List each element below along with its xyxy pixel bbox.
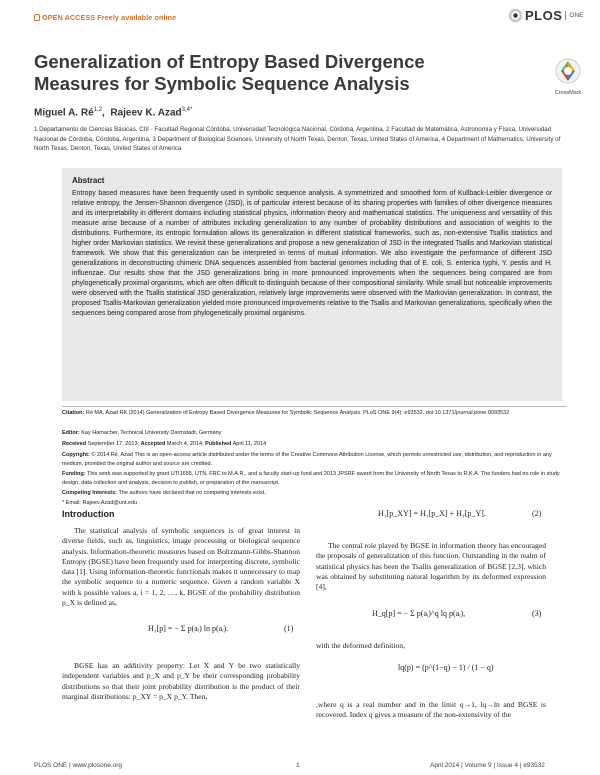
- equation-2: [378, 509, 486, 518]
- crossmark-label: CrossMark: [554, 90, 582, 96]
- crossmark-badge[interactable]: [548, 58, 588, 96]
- author-affil-sup: 1,2: [93, 107, 102, 113]
- equation-1: [148, 624, 228, 633]
- dates-line: Received September 17, 2013; Accepted March 4, 2014; Published April 11, 2014: [62, 441, 267, 447]
- equation-2-text: H₁[p_XY] = H₁[p_X] + H₁[p_Y].: [378, 509, 486, 518]
- open-access-banner: [34, 13, 176, 22]
- footer-issue-info: April 2014 | Volume 9 | Issue 4 | e93532: [430, 762, 545, 769]
- author-email[interactable]: * Email: Rajeev.Azad@unt.edu: [62, 500, 138, 506]
- footer-journal-site[interactable]: PLOS ONE | www.plosone.org: [34, 762, 123, 769]
- equation-3: [372, 609, 465, 618]
- intro-paragraph-2: BGSE has an additivity property: Let X and Y be two statistically independent variables and p_X and p_Y be their corresponding probability distributions so that their joint probability distribution is the product of their marginal distributions: p_XY = p_X p_Y. Then,: [62, 661, 300, 701]
- open-access-text: OPEN ACCESS Freely available online: [42, 13, 177, 22]
- journal-logo[interactable]: [508, 8, 584, 23]
- funding-line: Funding: This work was supported by grant UTI1655, UTN, FRC to M.A.R., and a faculty start-up fund and 2013 JPSRF award from the University of North Texas to R.K.A. The funders had no role in study design, data collection and analysis, decision to publish, or preparation of the manuscript.: [62, 471, 560, 486]
- equation-4: [398, 663, 494, 672]
- affiliations: 1 Departamento de Ciencias Básicas, CIII - Facultad Regional Córdoba, Universidad Tecnológica Nacional, Córdoba, Argentina, 2 Facultad de Matemática, Astronomía y Física, Universidad Nacional de Córdoba, Córdoba, Argentina, 3 Department of Biological Sciences, University of North Texas, Denton, Texas, United States of America, 4 Department of Mathematics, University of North Texas, Denton, Texas, United States of America: [34, 126, 561, 153]
- abstract-heading: Abstract: [72, 176, 105, 185]
- funding-text: This work was supported by grant UTI1655, UTN, FRC to M.A.R., and a faculty start-up fund and 2013 JPSRF award from the University of North Texas to R.K.A. The funders had no role in study design, data collection and analysis, decision to publish, or preparation of the manuscript.: [62, 471, 560, 486]
- email-line[interactable]: [62, 499, 567, 508]
- competing-interests-line: Competing Interests: The authors have declared that no competing interests exist.: [62, 490, 266, 496]
- lock-icon: [34, 14, 40, 21]
- editor-line: Editor: Kay Hamacher, Technical University Darmstadt, Germany: [62, 430, 222, 436]
- intro-paragraph-1: The statistical analysis of symbolic sequences is of great interest in diverse fields, such as, linguistics, image processing or biological sequence analysis. Information-theoretic measures based on Boltzmann-Gibbs-Shannon Entropy (BGSE) have been frequently used for interpreting discrete, symbolic data [1]. Using information-theoretic functionals makes it unnecessary to map the symbolic sequence to a numeric sequence. Given a random variable X with k possible values a, i = 1, 2, …, k, BGSE of the probability distribution p_X is defined as,: [62, 526, 300, 608]
- equation-3-number: (3): [532, 609, 542, 618]
- crossmark-icon: [555, 58, 581, 84]
- copyright-text: © 2014 Ré, Azad This is an open-access article distributed under the terms of the Creative Commons Attribution License, which permits unrestricted use, distribution, and reproduction in any medium, provided the original author and source are credited.: [62, 452, 552, 467]
- equation-2-number: (2): [532, 509, 542, 518]
- author-affil-sup: 3,4*: [181, 107, 193, 113]
- citation-text: Ré MA, Azad RK (2014) Generalization of Entropy Based Divergence Measures for Symbolic Sequence Analysis. PLoS ONE 9(4): e93532. doi:10.1371/journal.pone.0093532: [85, 410, 510, 416]
- author-name: Rajeev K. Azad: [110, 107, 182, 119]
- journal-sub: ONE: [565, 11, 583, 20]
- editor-text: Kay Hamacher, Technical University Darmstadt, Germany: [81, 430, 222, 436]
- equation-1-text: H₁[p] = − Σ p(aᵢ) ln p(aᵢ).: [148, 624, 229, 633]
- intro-paragraph-5: ,where q is a real number and in the limit q→1, lq→ln and BGSE is recovered. Index q gives a measure of the non-extensivity of the: [316, 700, 546, 720]
- citation-line: Citation: Ré MA, Azad RK (2014) Generalization of Entropy Based Divergence Measures for Symbolic Sequence Analysis. PLoS ONE 9(4): e93532. doi:10.1371/journal.pone.0093532: [62, 410, 510, 416]
- section-heading-introduction: Introduction: [62, 509, 115, 519]
- author-list: Miguel A. Ré$^{1,2}$, Rajeev K. Azad$^{3,4*}$: [34, 107, 193, 119]
- abstract-text: Entropy based measures have been frequently used in symbolic sequence analysis. A symmetrized and smoothed form of Kullback-Leibler divergence or relative entropy, the Jensen-Shannon divergence (JSD), is of particular interest because of its sharing properties with families of other divergence measures and its interpretability in different domains including statistical physics, information theory and mathematical statistics. The uniqueness and versatility of this measure arise because of a number of attributes including generalization to any number of probability distributions and association of weights to the distributions. Furthermore, its entropic formulation allows its generalization in different statistical frameworks, such as, non-extensive Tsallis statistics and higher order Markovian statistics. We revisit these generalizations and propose a new generalization of JSD in the integrated Tsallis and Markovian statistical framework. We show that this generalization can be interpreted in terms of mutual information. We also investigate the performance of different JSD generalizations in deconstructing chimeric DNA sequences assembled from bacterial genomes including that of E. coli, S. enterica typhi, Y. pestis and H. influenzae. Our results show that the JSD generalizations bring in more pronounced improvements when the sequences being compared are from phylogenetically proximal organisms, which are often difficult to distinguish because of their compositional similarity. While small but noticeable improvements were observed with the Tsallis statistical JSD generalization, relatively large improvements were observed with the Markovian generalization. In contrast, the proposed Tsallis-Markovian generalization yielded more pronounced improvements relative to the Tsallis and Markovian generalizations, specifically when the sequences being compared arose from phylogenetically proximal organisms.: [72, 190, 552, 317]
- intro-paragraph-3: The central role played by BGSE in information theory has encouraged the proposals of generalization of this function. Outstanding in the realm of statistical physics has been the Tsallis generalization of BGSE [2,3], which was obtained by substituting natural logarithm by its deformed expression [4],: [316, 541, 546, 592]
- abstract-box: [62, 168, 562, 401]
- intro-paragraph-4: with the deformed definition,: [316, 641, 405, 650]
- author-name: Miguel A. Ré: [34, 107, 94, 119]
- footer-page-number: 1: [296, 762, 300, 769]
- equation-4-text: lq(p) = (p^(1−q) − 1) / (1 − q): [398, 663, 494, 672]
- equation-3-text: H_q[p] = − Σ p(aᵢ)^q lq p(aᵢ),: [372, 609, 466, 618]
- article-title: Generalization of Entropy Based Divergence Measures for Symbolic Sequence Analysis: [34, 51, 425, 94]
- plos-logo-icon: [508, 8, 523, 23]
- divider: [62, 406, 567, 407]
- equation-1-number: (1): [284, 624, 294, 633]
- copyright-line: Copyright: © 2014 Ré, Azad This is an open-access article distributed under the terms of the Creative Commons Attribution License, which permits unrestricted use, distribution, and reproduction in any medium, provided the original author and source are credited.: [62, 452, 552, 467]
- journal-name: PLOS: [525, 8, 563, 23]
